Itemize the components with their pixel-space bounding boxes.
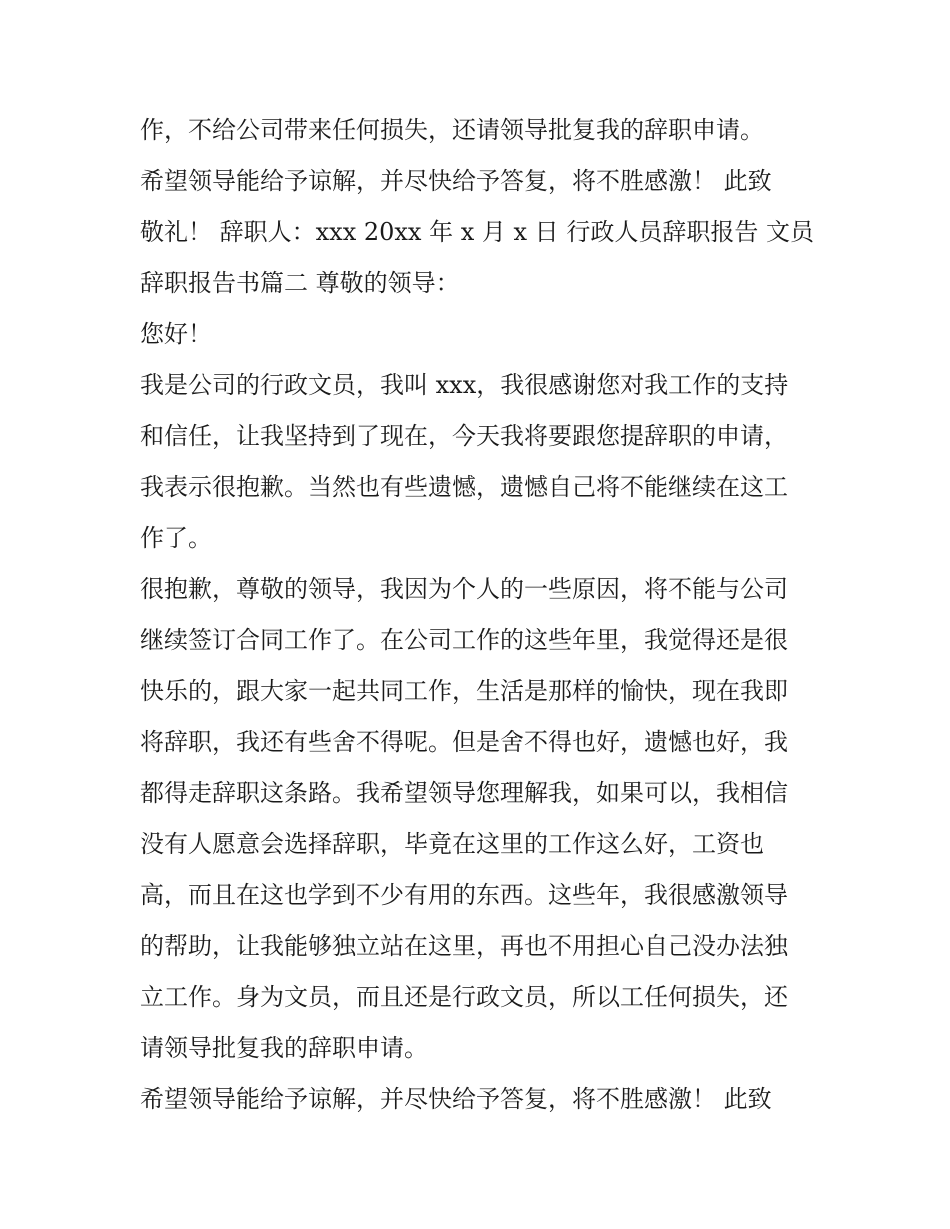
text-line: 没有人愿意会选择辞职，毕竟在这里的工作这么好，工资也 bbox=[140, 830, 764, 858]
text-line: 很抱歉，尊敬的领导，我因为个人的一些原因，将不能与公司 bbox=[140, 575, 788, 603]
text-line: 辞职报告书篇二 尊敬的领导： bbox=[140, 269, 460, 297]
text-line: 希望领导能给予谅解，并尽快给予答复，将不胜感激！ 此致 bbox=[140, 1085, 772, 1113]
text-line: 作，不给公司带来任何损失，还请领导批复我的辞职申请。 bbox=[140, 116, 764, 144]
text-line: 继续签订合同工作了。在公司工作的这些年里，我觉得还是很 bbox=[140, 626, 788, 654]
text-line: 和信任，让我坚持到了现在，今天我将要跟您提辞职的申请， bbox=[140, 422, 788, 450]
text-line: 我是公司的行政文员，我叫 xxx，我很感谢您对我工作的支持 bbox=[140, 371, 789, 399]
text-line: 立工作。身为文员，而且还是行政文员，所以工任何损失，还 bbox=[140, 983, 788, 1011]
text-line: 敬礼！ 辞职人：xxx 20xx 年 x 月 x 日 行政人员辞职报告 文员 bbox=[140, 218, 814, 246]
text-line: 将辞职，我还有些舍不得呢。但是舍不得也好，遗憾也好，我 bbox=[140, 728, 788, 756]
text-line: 希望领导能给予谅解，并尽快给予答复，将不胜感激！ 此致 bbox=[140, 167, 772, 195]
text-line: 快乐的，跟大家一起共同工作，生活是那样的愉快，现在我即 bbox=[140, 677, 788, 705]
text-line: 的帮助，让我能够独立站在这里，再也不用担心自己没办法独 bbox=[140, 932, 788, 960]
text-line: 我表示很抱歉。当然也有些遗憾，遗憾自己将不能继续在这工 bbox=[140, 473, 788, 501]
document-body bbox=[140, 105, 820, 1125]
text-line: 您好！ bbox=[140, 320, 212, 348]
text-line: 都得走辞职这条路。我希望领导您理解我，如果可以，我相信 bbox=[140, 779, 788, 807]
text-line: 作了。 bbox=[140, 524, 212, 552]
text-line: 高，而且在这也学到不少有用的东西。这些年，我很感激领导 bbox=[140, 881, 788, 909]
text-line: 请领导批复我的辞职申请。 bbox=[140, 1034, 428, 1062]
